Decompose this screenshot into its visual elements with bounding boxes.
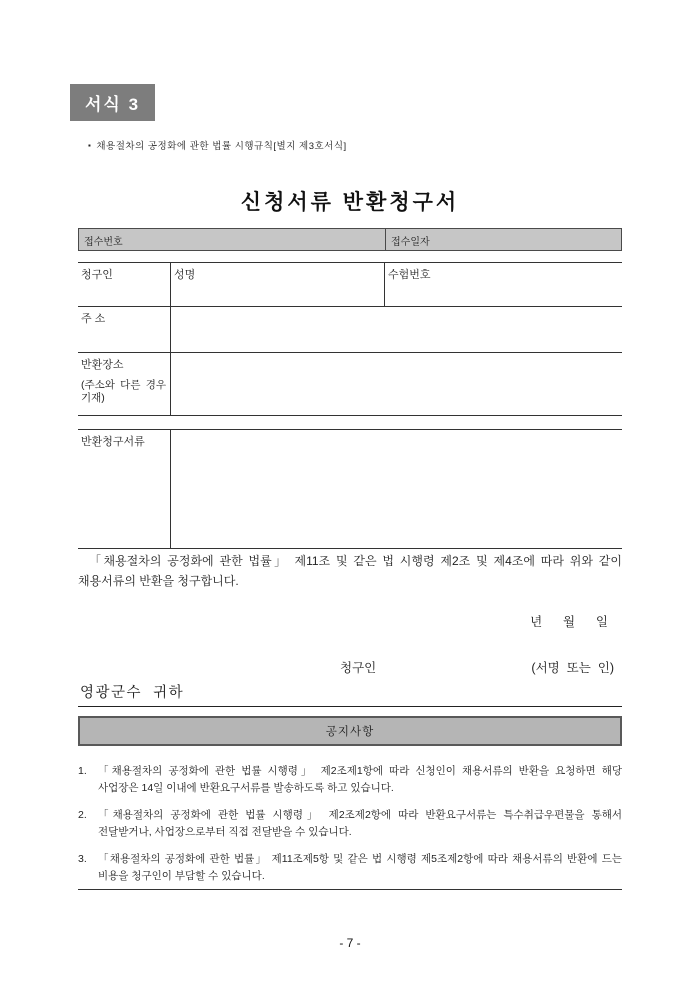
square-bullet-icon: ▪: [88, 141, 92, 150]
signer-label: 청구인: [340, 661, 377, 675]
notice-item-number: 3.: [78, 853, 87, 865]
date-line: 년 월 일: [530, 615, 608, 629]
notice-title-bar: 공지사항: [78, 716, 622, 746]
notice-item-number: 1.: [78, 765, 87, 777]
claimant-label: 청구인: [78, 263, 171, 306]
address-row: [78, 306, 622, 352]
addressee-line: 영광군수 귀하: [80, 685, 185, 701]
address-label: 주 소: [78, 307, 171, 352]
divider-line: [78, 706, 622, 707]
notice-item-text: 「채용절차의 공정화에 관한 법률 시행령」 제2조제1항에 따라 신청인이 채용서류의 반환을 요청하면 해당 사업장은 14일 이내에 반환요구서류를 발송하도록 하고 있습니다.: [98, 765, 622, 794]
return-documents-field-cell: [171, 430, 622, 548]
form-number-badge: 서식 3: [70, 84, 155, 121]
notice-item-number: 2.: [78, 809, 87, 821]
signature-note: (서명 또는 인): [531, 661, 614, 675]
notice-item-text: 「채용절차의 공정화에 관한 법률」 제11조제5항 및 같은 법 시행령 제5조제2항에 따라 채용서류의 반환에 드는 비용을 청구인이 부담할 수 있습니다.: [98, 853, 622, 882]
signature-row: [78, 658, 622, 676]
receipt-number-cell: 접수번호: [78, 228, 385, 251]
page-number: - 7 -: [339, 936, 361, 950]
return-place-label-main: 반환장소: [81, 359, 124, 371]
receipt-date-cell: 접수일자: [385, 228, 622, 251]
request-statement: 「채용절차의 공정화에 관한 법률」 제11조 및 같은 법 시행령 제2조 및 제4조에 따라 위와 같이 채용서류의 반환을 청구합니다.: [78, 554, 622, 588]
return-place-row: [78, 352, 622, 416]
return-documents-row: [78, 429, 622, 549]
notice-item: [78, 763, 622, 797]
return-place-label: [78, 353, 171, 415]
legal-reference-line: [88, 138, 347, 152]
return-documents-label: 반환청구서류: [78, 430, 171, 548]
return-place-label-sub: (주소와 다른 경우 기재): [81, 379, 166, 405]
return-place-field-cell: [171, 353, 622, 415]
legal-reference-text: 채용절차의 공정화에 관한 법률 시행규칙[별지 제3호서식]: [96, 141, 347, 152]
notice-item: [78, 851, 622, 885]
bottom-rule: [78, 889, 622, 890]
claimant-row: [78, 262, 622, 306]
address-field-cell: [171, 307, 622, 352]
exam-number-field-cell: 수험번호: [388, 269, 431, 281]
notice-item: [78, 807, 622, 841]
document-title: 신청서류 반환청구서: [240, 191, 460, 214]
name-field-cell: 성명: [171, 263, 385, 306]
notice-item-text: 「채용절차의 공정화에 관한 법률 시행령」 제2조제2항에 따라 반환요구서류는 특수취급우편물을 통해서 전달받거나, 사업장으로부터 직접 전달받을 수 있습니다.: [98, 809, 622, 838]
receipt-header-row: [78, 228, 622, 251]
notice-list: [78, 763, 622, 895]
